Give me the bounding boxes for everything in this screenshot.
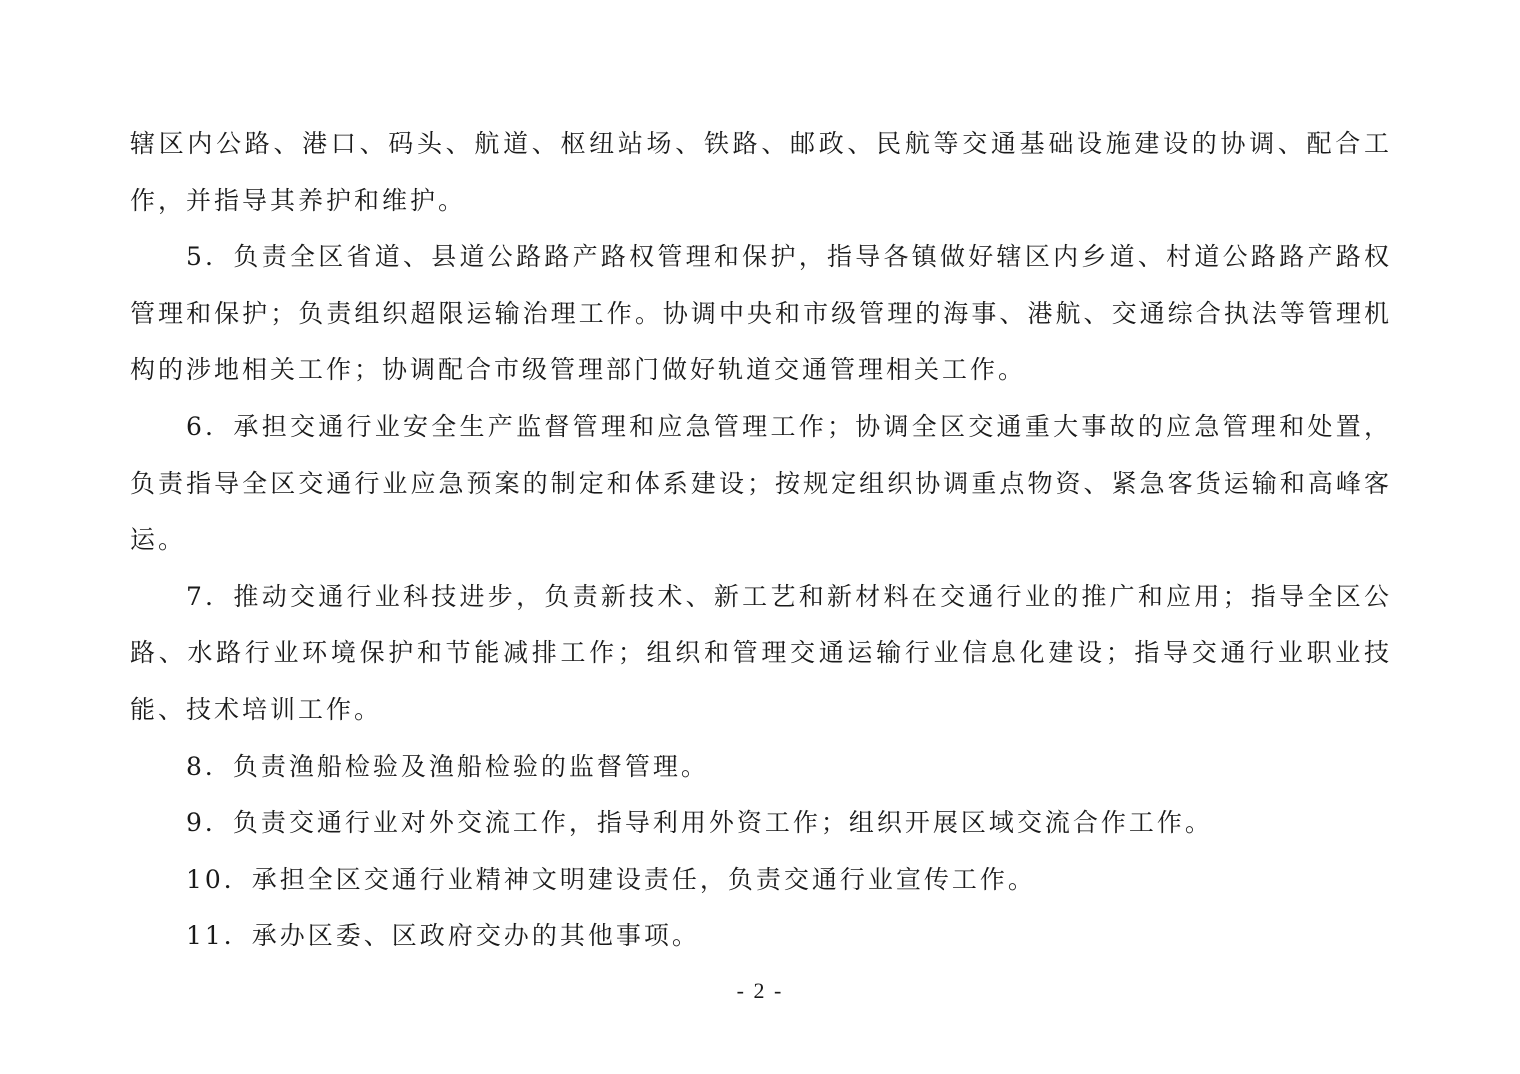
paragraph-item-11: 11．承办区委、区政府交办的其他事项。: [186, 921, 700, 951]
paragraph-item-7: 7．推动交通行业科技进步，负责新技术、新工艺和新材料在交通行业的推广和应用；指导全区公路、水路行业环境保护和节能减排工作；组织和管理交通运输行业信息化建设；指导交通行业职业技能、技术培训工作。: [130, 581, 1392, 724]
paragraph-item-10: 10．承担全区交通行业精神文明建设责任，负责交通行业宣传工作。: [186, 864, 1036, 894]
body-text: [130, 116, 1392, 965]
paragraph-item-9: 9．负责交通行业对外交流工作，指导利用外资工作；组织开展区域交流合作工作。: [186, 808, 1213, 838]
page-number: - 2 -: [736, 978, 784, 1003]
paragraph-item-8: 8．负责渔船检验及渔船检验的监督管理。: [186, 751, 709, 781]
paragraph-item-5: 5．负责全区省道、县道公路路产路权管理和保护，指导各镇做好辖区内乡道、村道公路路产路权管理和保护；负责组织超限运输治理工作。协调中央和市级管理的海事、港航、交通综合执法等管理机构的涉地相关工作；协调配合市级管理部门做好轨道交通管理相关工作。: [130, 242, 1392, 385]
paragraph-item-6: 6．承担交通行业安全生产监督管理和应急管理工作；协调全区交通重大事故的应急管理和处置，负责指导全区交通行业应急预案的制定和体系建设；按规定组织协调重点物资、紧急客货运输和高峰客运。: [130, 411, 1392, 555]
paragraph-continuation: 辖区内公路、港口、码头、航道、枢纽站场、铁路、邮政、民航等交通基础设施建设的协调、配合工作，并指导其养护和维护。: [130, 129, 1392, 215]
